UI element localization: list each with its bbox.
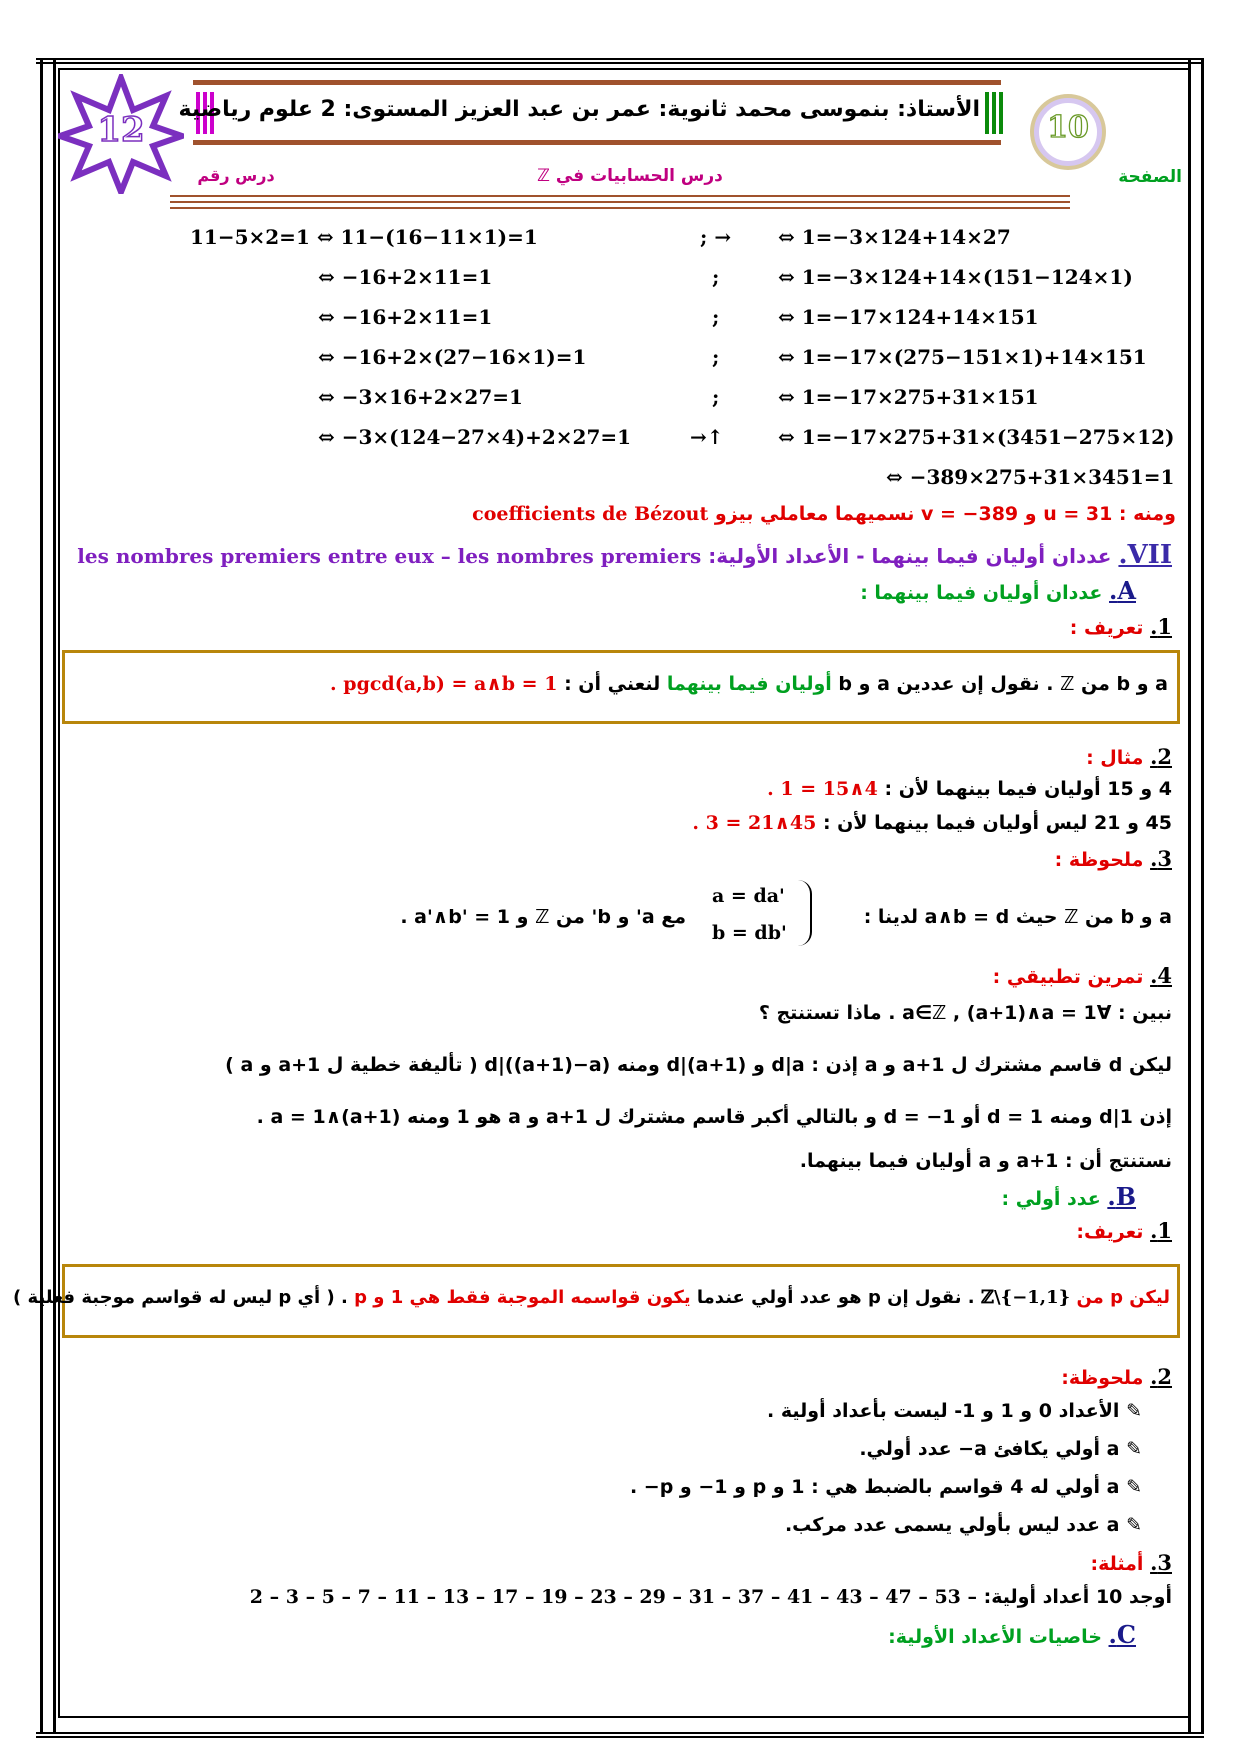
- b1-heading: [1076, 1218, 1172, 1243]
- def1-part1: a و b من ℤ . نقول إن عددين a و b: [838, 673, 1168, 695]
- sub-a-letter: A.: [1109, 576, 1136, 605]
- euclid-left-line: ⇔ −3×16+2×27=1: [318, 385, 523, 409]
- euclid-right-line: ⇔ 1=−3×124+14×27: [778, 225, 1011, 249]
- primes-label: أوجد 10 أعداد أولية:: [983, 1586, 1172, 1608]
- def2-part2: . ( أي p ليس له قواسم موجبة فعلية ): [13, 1287, 348, 1308]
- euclid-final-line: ⇔ −389×275+31×3451=1: [886, 465, 1175, 489]
- euclid-left-line: ⇔ −16+2×11=1: [318, 305, 493, 329]
- example-2-formula: 45∧21 = 3 .: [692, 812, 817, 834]
- note-text: a أولي له 4 قواسم بالضبط هي : 1 و p و 1− و p− .: [629, 1476, 1120, 1498]
- example-1-text: 4 و 15 أوليان فيما بينهما لأن :: [884, 778, 1172, 800]
- sub-c-letter: C.: [1108, 1620, 1136, 1649]
- lesson-title: درس الحسابيات في ℤ: [537, 166, 723, 186]
- note-text: a أولي يكافئ a− عدد أولي.: [859, 1438, 1120, 1460]
- right-border-lines: [1188, 58, 1204, 1734]
- b1-title: تعريف:: [1076, 1221, 1144, 1243]
- euclid-left-line: 11−5×2=1 ⇔ 11−(16−11×1)=1: [190, 225, 538, 249]
- euclid-right-line: ⇔ 1=−17×124+14×151: [778, 305, 1039, 329]
- bezout-prefix: ومنه : u = 31 و v = −389: [921, 503, 1176, 525]
- def2-set: ℤ\{−1,1}: [980, 1287, 1071, 1308]
- euclid-separator: ;: [712, 385, 720, 409]
- lesson-number-label: درس رقم: [197, 166, 275, 185]
- a1-title: تعريف :: [1069, 617, 1144, 639]
- left-border-lines: [40, 58, 56, 1734]
- exercise-line: ليكن d قاسم مشترك ل a+1 و a إذن : d|a و d|(a+1) ومنه d|((a+1)−a) ( تأليفة خطية ل a+1 و a ): [225, 1054, 1172, 1076]
- header-separator: [170, 201, 1070, 203]
- euclid-right-line: ⇔ 1=−3×124+14×(151−124×1): [778, 265, 1133, 289]
- a4-heading: [993, 963, 1172, 988]
- exercise-line: إذن d|1 ومنه d = 1 أو d = −1 و بالتالي أكبر قاسم مشترك ل a+1 و a هو 1 ومنه (a+1)∧a = 1 .: [256, 1106, 1172, 1128]
- a2-heading: [1086, 744, 1172, 769]
- b3-title: أمثلة:: [1090, 1553, 1144, 1575]
- note3-part2: مع a' و b' من ℤ و a'∧b' = 1 .: [400, 906, 686, 928]
- note-item: [859, 1438, 1142, 1460]
- header-top-bar: [193, 80, 1001, 85]
- a3-title: ملحوظة :: [1054, 849, 1144, 871]
- stripe-green: [992, 92, 996, 134]
- sub-b-heading: [1002, 1182, 1137, 1211]
- euclid-right-line: ⇔ 1=−17×275+31×(3451−275×12): [778, 425, 1175, 449]
- bezout-sentence: [472, 503, 1176, 525]
- definition-coprime: [330, 673, 1168, 695]
- section-vii-heading: [77, 540, 1172, 570]
- a2-title: مثال :: [1086, 747, 1144, 769]
- section-vii-fr-title: les nombres premiers entre eux – les nombres premiers: [77, 544, 702, 568]
- note-item: [767, 1400, 1142, 1422]
- def2-red1: ليكن p من: [1076, 1287, 1170, 1308]
- header-bottom-bar: [193, 140, 1001, 145]
- stripe-green: [985, 92, 989, 134]
- euclid-left-line: ⇔ −3×(124−27×4)+2×27=1: [318, 425, 632, 449]
- note-text: الأعداد 0 و 1 و 1- ليست بأعداد أولية .: [767, 1400, 1120, 1422]
- example-2-text: 45 و 21 ليس أوليان فيما بينهما لأن :: [822, 812, 1172, 834]
- a4-title: تمرين تطبيقي :: [992, 966, 1144, 988]
- note3-system-line1: a = da': [712, 885, 785, 907]
- section-vii-number: VII.: [1118, 540, 1172, 570]
- exercise-line: نبين : ∀a∈ℤ , (a+1)∧a = 1 . ماذا تستنتج ؟: [758, 1002, 1172, 1024]
- page-label: الصفحة: [1118, 167, 1182, 187]
- section-vii-ar-title: عددان أوليان فيما بينهما - الأعداد الأولية:: [708, 544, 1112, 568]
- def1-highlight: أوليان فيما بينهما: [666, 673, 832, 695]
- exercise-line: نستنتج أن : a+1 و a أوليان فيما بينهما.: [799, 1150, 1172, 1172]
- a2-number: 2.: [1150, 744, 1172, 769]
- pen-icon: ✎: [1119, 1438, 1142, 1460]
- example-1-formula: 4∧15 = 1 .: [767, 778, 878, 800]
- b2-title: ملحوظة:: [1061, 1367, 1144, 1389]
- a4-number: 4.: [1150, 963, 1172, 988]
- sub-b-title: عدد أولي :: [1001, 1188, 1101, 1210]
- bezout-fr: coefficients de Bézout: [472, 503, 709, 525]
- note3-system-line2: b = db': [712, 922, 787, 944]
- a1-heading: [1070, 614, 1172, 639]
- euclid-separator: ;: [712, 305, 720, 329]
- def1-part2: لنعني أن :: [564, 673, 661, 695]
- page-number: 10: [1047, 110, 1089, 145]
- euclid-left-line: ⇔ −16+2×11=1: [318, 265, 493, 289]
- def2-red2: يكون قواسمه الموجبة فقط هي 1 و p: [354, 1287, 691, 1308]
- euclid-separator: ; →: [700, 225, 732, 249]
- example-2: [692, 812, 1172, 834]
- header-separator: [170, 207, 1070, 209]
- b2-number: 2.: [1150, 1364, 1172, 1389]
- example-1: [767, 778, 1172, 800]
- euclid-left-line: ⇔ −16+2×(27−16×1)=1: [318, 345, 587, 369]
- pen-icon: ✎: [1119, 1400, 1142, 1422]
- def2-part1: . نقول إن p هو عدد أولي عندما: [696, 1287, 975, 1308]
- euclid-right-line: ⇔ 1=−17×(275−151×1)+14×151: [778, 345, 1147, 369]
- b3-number: 3.: [1150, 1550, 1172, 1575]
- a3-number: 3.: [1150, 846, 1172, 871]
- primes-list: 2 – 3 – 5 – 7 – 11 – 13 – 17 – 19 – 23 – 29 – 31 – 37 – 41 – 43 – 47 – 53 –: [249, 1586, 978, 1608]
- b3-heading: [1091, 1550, 1172, 1575]
- def1-formula: pgcd(a,b) = a∧b = 1 .: [330, 673, 558, 695]
- a1-number: 1.: [1150, 614, 1172, 639]
- note-item: [785, 1514, 1142, 1536]
- definition-prime: [13, 1287, 1170, 1308]
- sub-b-letter: B.: [1107, 1182, 1136, 1211]
- sub-c-heading: [888, 1620, 1136, 1649]
- sub-a-title: عددان أوليان فيما بينهما :: [860, 582, 1103, 604]
- bezout-text: نسميهما معاملي بيزو: [714, 503, 915, 525]
- pen-icon: ✎: [1119, 1476, 1142, 1498]
- header-title: الأستاذ: بنموسى محمد ثانوية: عمر بن عبد العزيز المستوى: 2 علوم رياضية: [178, 97, 980, 122]
- header-separator: [170, 195, 1070, 197]
- lesson-number: 12: [97, 110, 145, 150]
- euclid-separator: →↑: [690, 425, 724, 449]
- b1-number: 1.: [1150, 1218, 1172, 1243]
- stripe-green: [999, 92, 1003, 134]
- b2-heading: [1061, 1364, 1172, 1389]
- note3-brace: [796, 880, 812, 946]
- euclid-right-line: ⇔ 1=−17×275+31×151: [778, 385, 1039, 409]
- note3-part1: a و b من ℤ حيث a∧b = d لدينا :: [863, 906, 1172, 928]
- primes-example: [250, 1586, 1172, 1608]
- sub-a-heading: [860, 576, 1136, 605]
- a3-heading: [1055, 846, 1172, 871]
- euclid-separator: ;: [712, 265, 720, 289]
- euclid-separator: ;: [712, 345, 720, 369]
- pen-icon: ✎: [1119, 1514, 1142, 1536]
- note-text: a عدد ليس بأولي يسمى عدد مركب.: [784, 1514, 1120, 1536]
- sub-c-title: خاصيات الأعداد الأولية:: [888, 1626, 1102, 1648]
- note-item: [630, 1476, 1142, 1498]
